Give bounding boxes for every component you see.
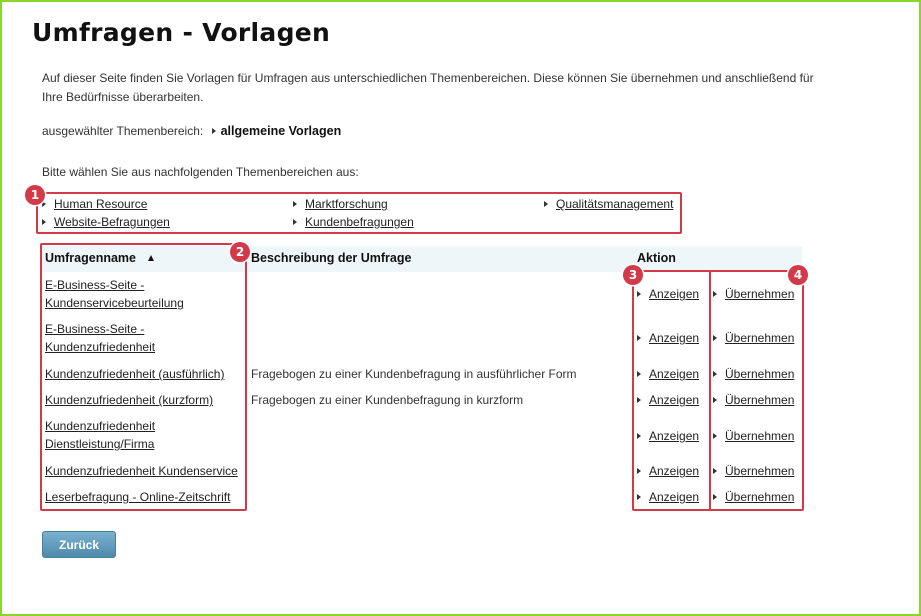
topic-link-qualitaetsmanagement[interactable]: Qualitätsmanagement (556, 197, 674, 211)
survey-name-link[interactable]: Kundenzufriedenheit (ausführlich) (45, 367, 225, 381)
take-over-link[interactable]: Übernehmen (725, 429, 795, 443)
take-over-link[interactable]: Übernehmen (725, 490, 795, 504)
selected-topic-label: ausgewählter Themenbereich: (42, 124, 204, 138)
selected-topic (42, 124, 341, 138)
marker-4: 4 (788, 265, 808, 285)
column-header-description: Beschreibung der Umfrage (251, 251, 412, 265)
highlight-box-topics (36, 192, 682, 234)
take-over-link[interactable]: Übernehmen (725, 464, 795, 478)
arrow-right-icon (212, 128, 216, 134)
highlight-box-take (709, 270, 804, 511)
column-header-action: Aktion (637, 251, 676, 265)
view-link[interactable]: Anzeigen (649, 464, 700, 478)
topic-link-human-resource[interactable]: Human Resource (54, 197, 148, 211)
view-link[interactable]: Anzeigen (649, 287, 700, 301)
view-link[interactable]: Anzeigen (649, 429, 700, 443)
topic-link-marktforschung[interactable]: Marktforschung (305, 197, 388, 211)
topic-link-website-befragungen[interactable]: Website-Befragungen (54, 215, 170, 229)
choose-topic-text: Bitte wählen Sie aus nachfolgenden Themenbereichen aus: (42, 165, 359, 179)
survey-description: Fragebogen zu einer Kundenbefragung in kurzform (251, 393, 524, 407)
take-over-link[interactable]: Übernehmen (725, 393, 795, 407)
view-link[interactable]: Anzeigen (649, 490, 700, 504)
survey-name-link[interactable]: E-Business-Seite - Kundenservicebeurteilung (45, 278, 184, 310)
intro-text: Auf dieser Seite finden Sie Vorlagen für Umfragen aus unterschiedlichen Themenbereichen. Diese können Sie übernehmen und anschließend für Ihre Bedürfnisse überarbeiten. (42, 71, 814, 104)
highlight-box-view (632, 270, 711, 511)
take-over-link[interactable]: Übernehmen (725, 367, 795, 381)
take-over-link[interactable]: Übernehmen (725, 287, 795, 301)
topic-link-kundenbefragungen[interactable]: Kundenbefragungen (305, 215, 414, 229)
survey-name-link[interactable]: Kundenzufriedenheit Dienstleistung/Firma (45, 419, 156, 451)
view-link[interactable]: Anzeigen (649, 367, 700, 381)
marker-3: 3 (623, 265, 643, 285)
survey-name-link[interactable]: Kundenzufriedenheit Kundenservice (45, 464, 238, 478)
view-link[interactable]: Anzeigen (649, 393, 700, 407)
highlight-box-names (40, 243, 247, 511)
survey-name-link[interactable]: Kundenzufriedenheit (kurzform) (45, 393, 214, 407)
back-button[interactable]: Zurück (42, 531, 116, 558)
survey-description: Fragebogen zu einer Kundenbefragung in ausführlicher Form (251, 367, 577, 381)
marker-1: 1 (25, 185, 45, 205)
take-over-link[interactable]: Übernehmen (725, 331, 795, 345)
view-link[interactable]: Anzeigen (649, 331, 700, 345)
marker-2: 2 (230, 242, 250, 262)
selected-topic-value: allgemeine Vorlagen (220, 124, 342, 138)
survey-name-link[interactable]: Leserbefragung - Online-Zeitschrift (45, 490, 231, 504)
survey-name-link[interactable]: E-Business-Seite - Kundenzufriedenheit (45, 322, 156, 354)
column-header-name-label: Umfragenname (45, 251, 136, 265)
page-title: Umfragen - Vorlagen (32, 18, 331, 47)
